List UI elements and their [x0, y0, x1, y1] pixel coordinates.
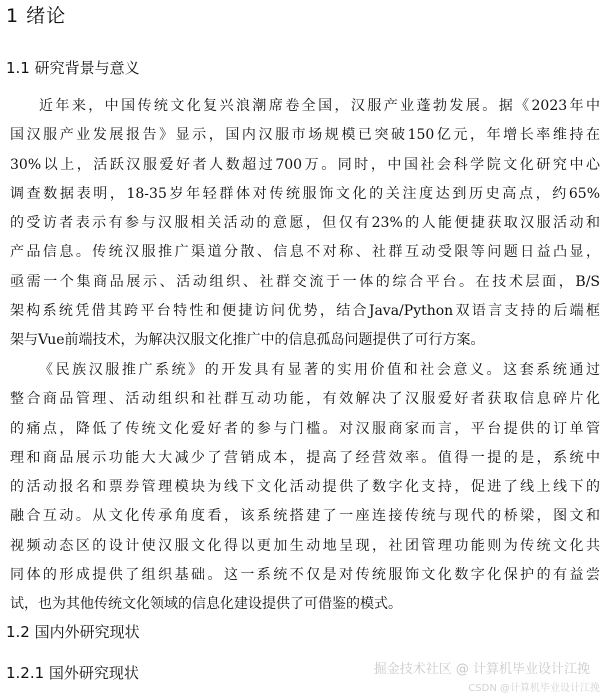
paragraph-line: 的痛点，降低了传统文化爱好者的参与门槛。对汉服商家而言，平台提供的订单管 [10, 420, 600, 437]
paragraph-line: 视频动态区的设计使汉服文化得以更加生动地呈现，社团管理功能则为传统文化共 [10, 537, 600, 554]
chapter-heading: 1 绪论 [6, 5, 67, 27]
paragraph-line: 试，也为其他传统文化领域的信息化建设提供了可借鉴的模式。 [10, 596, 402, 613]
paragraph-line: 的活动报名和票券管理模块为线下文化活动提供了数字化支持，促进了线上线下的 [10, 479, 600, 496]
watermark: 掘金技术社区 @ 计算机毕业设计江挽 [373, 662, 590, 677]
paragraph-significance [10, 356, 600, 620]
paragraph-line: 30%以上，活跃汉服爱好者人数超过700万。同时，中国社会科学院文化研究中心 [10, 156, 600, 173]
paragraph-line: 亟需一个集商品展示、活动组织、社群交流于一体的综合平台。在技术层面，B/S [10, 273, 600, 290]
section-heading-1-2-1: 1.2.1 国外研究现状 [6, 664, 139, 682]
paragraph-line: 近年来，中国传统文化复兴浪潮席卷全国，汉服产业蓬勃发展。据《2023年中 [39, 98, 600, 114]
paragraph-line: 《民族汉服推广系统》的开发具有显著的实用价值和社会意义。这套系统通过 [39, 362, 600, 378]
paragraph-line: 理和商品展示功能大大减少了营销成本，提高了经营效率。值得一提的是，系统中 [10, 449, 600, 466]
paragraph-line: 融合互动。从文化传承角度看，该系统搭建了一座连接传统与现代的桥梁，图文和 [10, 508, 600, 525]
paragraph-line: 架构系统凭借其跨平台特性和便捷访问优势，结合Java/Python双语言支持的后端框 [10, 303, 600, 320]
paragraph-line: 调查数据表明，18-35岁年轻群体对传统服饰文化的关注度达到历史高点，约65% [10, 185, 600, 202]
watermark-sub: CSDN @计算机毕业设计江挽 [468, 683, 600, 694]
paragraph-line: 架与Vue前端技术，为解决汉服文化推广中的信息孤岛问题提供了可行方案。 [10, 332, 485, 349]
paragraph-line: 的受访者表示有参与汉服相关活动的意愿，但仅有23%的人能便捷获取汉服活动和 [10, 215, 600, 232]
section-heading-1-1: 1.1 研究背景与意义 [6, 59, 140, 77]
paragraph-line: 国汉服产业发展报告》显示，国内汉服市场规模已突破150亿元，年增长率维持在 [10, 127, 600, 144]
paragraph-line: 同体的形成提供了组织基础。这一系统不仅是对传统服饰文化数字化保护的有益尝 [10, 567, 600, 584]
paragraph-line: 产品信息。传统汉服推广渠道分散、信息不对称、社群互动受限等问题日益凸显， [10, 244, 600, 261]
paragraph-background [10, 92, 600, 356]
section-heading-1-2: 1.2 国内外研究现状 [6, 623, 140, 641]
paragraph-line: 整合商品管理、活动组织和社群互动功能，有效解决了汉服爱好者获取信息碎片化 [10, 391, 600, 408]
